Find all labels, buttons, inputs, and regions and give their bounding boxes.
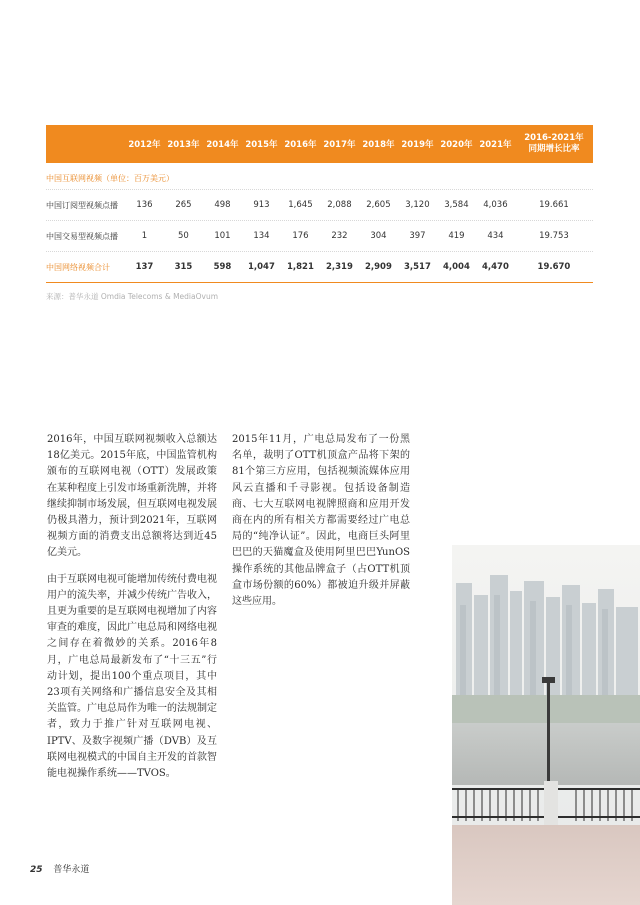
header-year: 2021年 [479,140,512,150]
text-column-left [47,432,217,792]
table-cell: 265 [175,200,192,210]
table-cell: 2,909 [364,262,392,272]
header-year: 2014年 [206,140,239,150]
table-header-row [46,125,593,163]
header-year: 2012年 [128,140,161,150]
table-cell: 315 [174,262,193,272]
table-cell: 1,645 [288,200,313,210]
table-cell: 397 [409,231,426,241]
table-cell: 3,120 [405,200,430,210]
text-column-right [232,432,410,620]
table-cell: 50 [178,231,189,241]
table-cell: 498 [214,200,231,210]
page-number: 25 [30,865,43,875]
table-cell: 304 [370,231,387,241]
data-table [46,125,593,302]
paragraph: 由于互联网电视可能增加传统付费电视用户的流失率，并减少传统广告收入，且更为重要的是互联网电视增加了内容审查的难度，因此广电总局和网络电视之间存在着微妙的关系。2016年8月，广电总局最新发布了“十三五”行动计划，提出100个重点项目，其中23项有关网络和广播信息安全及其相关监管。广电总局作为唯一的法规制定者，致力于推广针对互联网电视、IPTV、及数字视频广播（DVB）及互联网电视模式的中国自主开发的首款智能电视操作系统——TVOS。 [47,573,217,780]
table-cell: 4,036 [483,200,508,210]
header-cagr: 2016-2021年 同期增长比率 [524,133,584,154]
table-cell: 1 [141,231,148,241]
table-section-label: 中国互联网视频（单位：百万美元） [46,169,593,190]
header-year: 2013年 [167,140,200,150]
table-cell: 419 [448,231,465,241]
table-cell: 3,517 [403,262,431,272]
table-row [46,221,593,252]
table-cell: 136 [136,200,153,210]
table-cell: 2,088 [327,200,352,210]
paragraph: 2016年，中国互联网视频收入总额达18亿美元。2015年底，中国监管机构颁布的互联网电视（OTT）发展政策在某种程度上引发市场重新洗牌，并将继续抑制市场发展，但互联网电视发展仍极具潜力，预计到2021年，互联网视频方面的消费支出总额将达到近45亿美元。 [47,434,217,559]
table-cell: 101 [214,231,231,241]
table-cell: 913 [253,200,270,210]
table-cell: 176 [292,231,309,241]
table-cell: 1,821 [286,262,314,272]
header-year: 2020年 [440,140,473,150]
table-cell: 2,319 [325,262,353,272]
row-label: 中国订阅型视频点播 [46,200,118,210]
table-row-total [46,252,593,283]
table-cell: 434 [487,231,504,241]
header-year: 2019年 [401,140,434,150]
header-year: 2015年 [245,140,278,150]
table-cell: 232 [331,231,348,241]
table-cell-cagr: 19.753 [539,230,569,241]
table-source: 来源：普华永道 Omdia Telecoms & MediaOvum [46,292,219,301]
table-cell: 4,470 [481,262,509,272]
table-cell: 137 [135,262,154,272]
footer-brand: 普华永道 [53,865,90,875]
row-label: 中国交易型视频点播 [46,231,118,241]
table-cell: 134 [253,231,270,241]
table-row [46,190,593,221]
city-skyline-photo [452,545,640,905]
table-cell-cagr: 19.670 [537,261,571,272]
header-year: 2016年 [284,140,317,150]
header-year: 2018年 [362,140,395,150]
table-cell: 3,584 [444,200,469,210]
table-cell: 1,047 [247,262,275,272]
page-footer [30,862,89,875]
row-label: 中国网络视频合计 [46,262,110,272]
table-cell-cagr: 19.661 [539,199,569,210]
header-year: 2017年 [323,140,356,150]
table-cell: 598 [213,262,232,272]
table-cell: 2,605 [366,200,391,210]
table-cell: 4,004 [442,262,470,272]
paragraph: 2015年11月，广电总局发布了一份黑名单，裁明了OTT机顶盒产品将下架的81个第三方应用，包括视频流媒体应用风云直播和千寻影视。包括设备制造商、七大互联网电视牌照商和应用开发商在内的所有相关方都需要经过广电总局的“纯净认证”。因此，电商巨头阿里巴巴的天猫魔盒及使用阿里巴巴YunOS操作系统的其他品牌盒子（占OTT机顶盒市场份额的60%）都被迫升级并屏蔽这些应用。 [232,434,410,608]
